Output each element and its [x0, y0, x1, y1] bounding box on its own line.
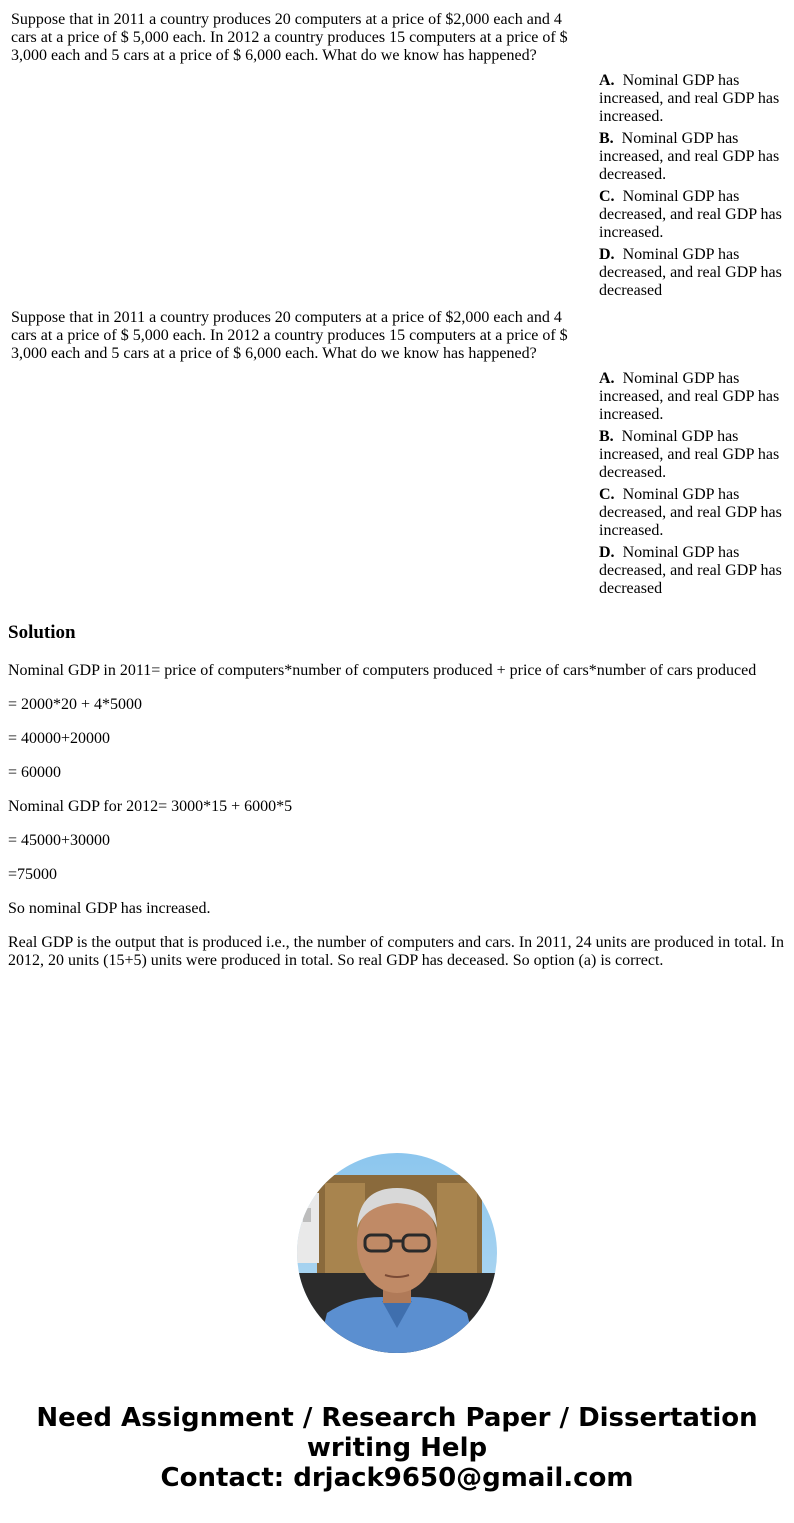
answer-options: [599, 370, 789, 602]
option-text: Nominal GDP has decreased, and real GDP has increased.: [599, 188, 782, 241]
option-text: Nominal GDP has increased, and real GDP has decreased.: [599, 428, 780, 481]
promo-line: Need Assignment / Research Paper / Dissertation: [36, 1403, 758, 1433]
solution-line: So nominal GDP has increased.: [8, 900, 211, 917]
solution-heading: Solution: [8, 622, 76, 643]
question-text: Suppose that in 2011 a country produces 20 computers at a price of $2,000 each and 4 cars at a price of $ 5,000 each. In 2012 a country produces 15 computers at a price of $ 3,000 each and 5 cars at a price of $ 6,000 each. What do we know has happened?: [11, 11, 568, 64]
option-text: Nominal GDP has increased, and real GDP has increased.: [599, 370, 780, 423]
promo-contact: Contact: drjack9650@gmail.com: [160, 1463, 634, 1493]
option-letter: D.: [599, 246, 615, 263]
solution-line: Real GDP is the output that is produced i.e., the number of computers and cars. In 2011, 24 units are produced in total. In 2012, 20 units (15+5) units were produced in total. So real GDP has deceased. So option (a) is correct.: [8, 934, 784, 969]
option-c: [599, 188, 789, 242]
option-letter: B.: [599, 130, 614, 147]
avatar-portrait: [297, 1153, 497, 1353]
option-c: [599, 486, 789, 540]
option-letter: D.: [599, 544, 615, 561]
option-text: Nominal GDP has decreased, and real GDP has decreased: [599, 246, 782, 299]
option-letter: A.: [599, 72, 615, 89]
solution-line: Nominal GDP in 2011= price of computers*number of computers produced + price of cars*number of cars produced: [8, 662, 757, 679]
option-d: [599, 246, 789, 300]
solution-line: = 60000: [8, 764, 62, 781]
option-b: [599, 428, 789, 482]
solution-line: = 2000*20 + 4*5000: [8, 696, 143, 713]
solution-line: = 45000+30000: [8, 832, 111, 849]
option-a: [599, 72, 789, 126]
option-text: Nominal GDP has increased, and real GDP has decreased.: [599, 130, 780, 183]
option-b: [599, 130, 789, 184]
option-text: Nominal GDP has increased, and real GDP has increased.: [599, 72, 780, 125]
option-text: Nominal GDP has decreased, and real GDP has decreased: [599, 544, 782, 597]
question-text: Suppose that in 2011 a country produces 20 computers at a price of $2,000 each and 4 cars at a price of $ 5,000 each. In 2012 a country produces 15 computers at a price of $ 3,000 each and 5 cars at a price of $ 6,000 each. What do we know has happened?: [11, 309, 568, 362]
solution-line: = 40000+20000: [8, 730, 111, 747]
answer-options: [599, 72, 789, 304]
solution-section: [8, 622, 788, 986]
author-avatar: [297, 1153, 497, 1353]
option-letter: B.: [599, 428, 614, 445]
solution-line: Nominal GDP for 2012= 3000*15 + 6000*5: [8, 798, 293, 815]
promo-banner: [0, 1403, 794, 1493]
option-letter: C.: [599, 188, 615, 205]
option-letter: C.: [599, 486, 615, 503]
option-d: [599, 544, 789, 598]
promo-line: writing Help: [306, 1433, 488, 1463]
option-text: Nominal GDP has decreased, and real GDP has increased.: [599, 486, 782, 539]
option-letter: A.: [599, 370, 615, 387]
solution-line: =75000: [8, 866, 58, 883]
option-a: [599, 370, 789, 424]
